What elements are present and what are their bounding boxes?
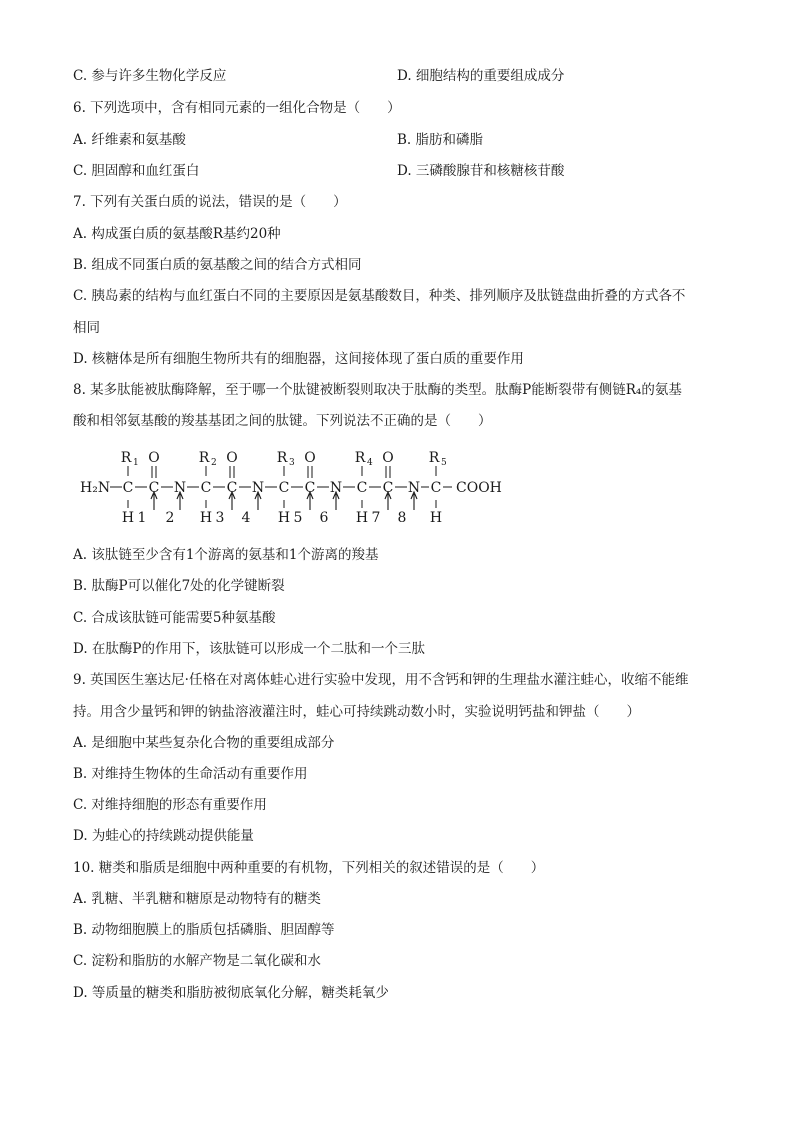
q8-stem-line2: 酸和相邻氨基酸的羧基基团之间的肽键。下列说法不正确的是（ ） xyxy=(73,413,492,429)
r-group-5: R xyxy=(428,450,440,466)
q9-stem-line2: 持。用含少量钙和钾的钠盐溶液灌注时，蛙心可持续跳动数小时，实验说明钙盐和钾盐（ ） xyxy=(73,704,640,720)
position-label-2: 2 xyxy=(165,510,175,526)
q9-option-a: A. 是细胞中某些复杂化合物的重要组成部分 xyxy=(73,735,335,751)
q6-option-b: B. 脂肪和磷脂 xyxy=(397,132,484,148)
carbonyl-carbon-2: C xyxy=(226,480,238,496)
q5-option-c: C. 参与许多生物化学反应 xyxy=(73,68,227,84)
r-group-4: R xyxy=(354,450,366,466)
q7-option-c-line1: C. 胰岛素的结构与血红蛋白不同的主要原因是氨基酸数目，种类、排列顺序及肽链盘曲折叠的方式各不 xyxy=(73,288,686,304)
q9-option-b: B. 对维持生物体的生命活动有重要作用 xyxy=(73,766,308,782)
q8-option-d: D. 在肽酶P的作用下，该肽链可以形成一个二肽和一个三肽 xyxy=(73,641,426,657)
alpha-carbon-4: C xyxy=(356,480,368,496)
carbonyl-oxygen-3: O xyxy=(304,450,316,466)
q6-option-c: C. 胆固醇和血红蛋白 xyxy=(73,163,200,179)
position-label-3: 3 xyxy=(215,510,225,526)
q8-stem-line1: 8. 某多肽能被肽酶降解，至于哪一个肽键被断裂则取决于肽酶的类型。肽酶P能断裂带有侧链R₄的氨基 xyxy=(73,382,682,398)
q7-option-b: B. 组成不同蛋白质的氨基酸之间的结合方式相同 xyxy=(73,257,362,273)
q10-option-c: C. 淀粉和脂肪的水解产物是二氧化碳和水 xyxy=(73,953,321,969)
r-subscript-5: 5 xyxy=(441,458,447,468)
alpha-carbon-5: C xyxy=(430,480,442,496)
peptide-structural-formula xyxy=(80,448,520,530)
r-group-2: R xyxy=(198,450,210,466)
position-label-8: 8 xyxy=(397,510,407,526)
alpha-carbon-2: C xyxy=(200,480,212,496)
alpha-hydrogen-5: H xyxy=(429,510,443,526)
alpha-hydrogen-1: H xyxy=(121,510,135,526)
q9-option-c: C. 对维持细胞的形态有重要作用 xyxy=(73,797,267,813)
carbonyl-oxygen-1: O xyxy=(148,450,160,466)
q8-option-c: C. 合成该肽链可能需要5种氨基酸 xyxy=(73,610,276,626)
carbonyl-oxygen-2: O xyxy=(226,450,238,466)
r-group-3: R xyxy=(276,450,288,466)
alpha-carbon-3: C xyxy=(278,480,290,496)
q10-option-d: D. 等质量的糖类和脂肪被彻底氧化分解，糖类耗氧少 xyxy=(73,985,389,1001)
q6-option-a: A. 纤维素和氨基酸 xyxy=(73,132,186,148)
q10-option-b: B. 动物细胞膜上的脂质包括磷脂、胆固醇等 xyxy=(73,922,335,938)
amide-nitrogen-1: N xyxy=(173,480,187,496)
q8-option-a: A. 该肽链至少含有1个游离的氨基和1个游离的羧基 xyxy=(73,547,379,563)
carbonyl-carbon-3: C xyxy=(304,480,316,496)
q7-option-a: A. 构成蛋白质的氨基酸R基约20种 xyxy=(73,226,281,242)
q7-option-d: D. 核糖体是所有细胞生物所共有的细胞器，这间接体现了蛋白质的重要作用 xyxy=(73,351,524,367)
carbonyl-oxygen-4: O xyxy=(382,450,394,466)
r-subscript-1: 1 xyxy=(133,458,139,468)
r-subscript-2: 2 xyxy=(211,458,217,468)
q7-stem: 7. 下列有关蛋白质的说法，错误的是（ ） xyxy=(73,194,347,210)
q7-option-c-line2: 相同 xyxy=(73,320,100,336)
alpha-carbon-1: C xyxy=(122,480,134,496)
alpha-hydrogen-2: H xyxy=(199,510,213,526)
q9-stem-line1: 9. 英国医生塞达尼·任格在对离体蛙心进行实验中发现，用不含钙和钾的生理盐水灌注蛙心，收缩不能维 xyxy=(73,672,689,688)
alpha-hydrogen-4: H xyxy=(355,510,369,526)
r-subscript-3: 3 xyxy=(289,458,295,468)
carboxyl-terminus: COOH xyxy=(456,480,502,496)
q10-option-a: A. 乳糖、半乳糖和糖原是动物特有的糖类 xyxy=(73,891,321,907)
q9-option-d: D. 为蛙心的持续跳动提供能量 xyxy=(73,828,254,844)
carbonyl-carbon-1: C xyxy=(148,480,160,496)
q6-option-d: D. 三磷酸腺苷和核糖核苷酸 xyxy=(397,163,565,179)
r-subscript-4: 4 xyxy=(367,458,373,468)
amino-terminus: H₂N xyxy=(80,480,111,496)
position-label-4: 4 xyxy=(241,510,251,526)
alpha-hydrogen-3: H xyxy=(277,510,291,526)
q6-stem: 6. 下列选项中，含有相同元素的一组化合物是（ ） xyxy=(73,100,401,116)
position-label-6: 6 xyxy=(319,510,329,526)
position-label-1: 1 xyxy=(137,510,147,526)
q5-option-d: D. 细胞结构的重要组成成分 xyxy=(397,68,565,84)
position-label-5: 5 xyxy=(293,510,303,526)
q8-option-b: B. 肽酶P可以催化7处的化学键断裂 xyxy=(73,578,285,594)
carbonyl-carbon-4: C xyxy=(382,480,394,496)
amide-nitrogen-2: N xyxy=(251,480,265,496)
r-group-1: R xyxy=(120,450,132,466)
position-label-7: 7 xyxy=(371,510,381,526)
q10-stem: 10. 糖类和脂质是细胞中两种重要的有机物，下列相关的叙述错误的是（ ） xyxy=(73,860,545,876)
amide-nitrogen-3: N xyxy=(329,480,343,496)
amide-nitrogen-4: N xyxy=(407,480,421,496)
